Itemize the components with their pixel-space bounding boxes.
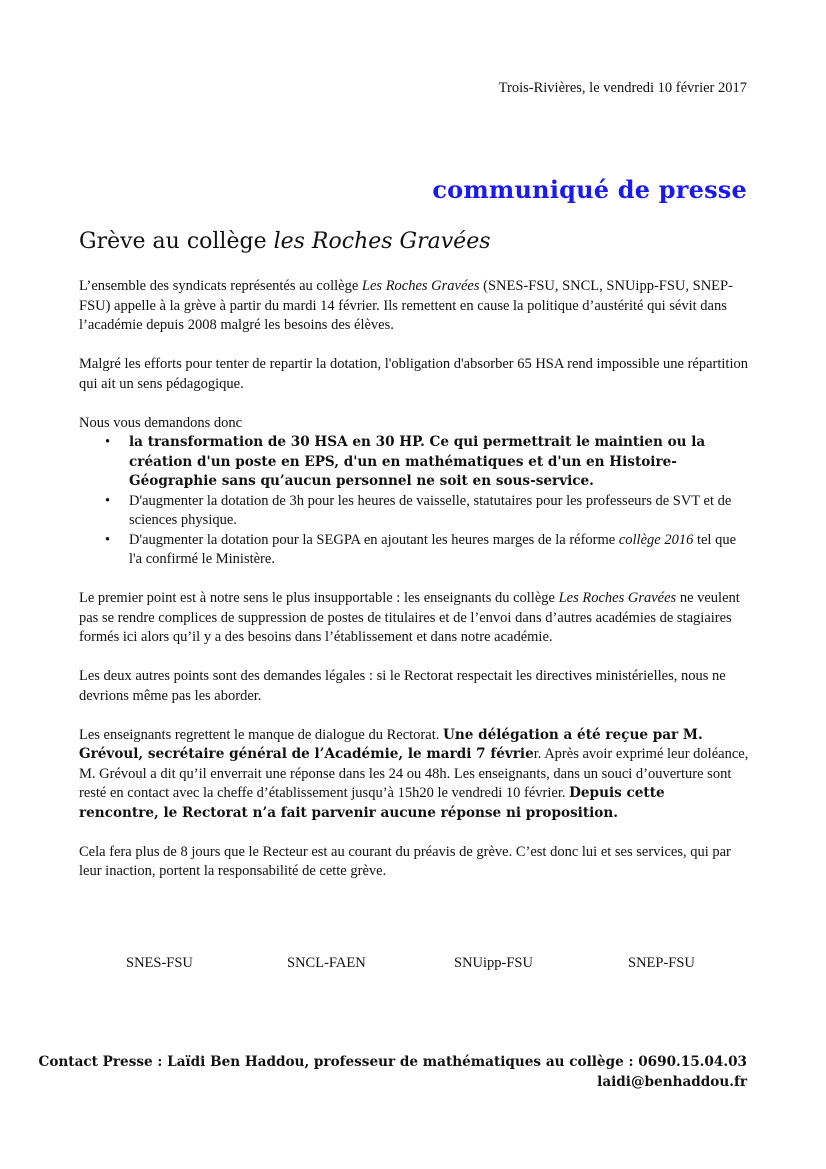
paragraph-dotation: Malgré les efforts pour tenter de repartir la dotation, l'obligation d'absorber 65 HSA rend impossible une répartition qui ait un sens pédagogique.	[79, 356, 748, 392]
demands-intro: Nous vous demandons donc	[79, 414, 243, 431]
text-run: (SNES-FSU, SNCL, SNUipp-FSU, SNEP-FSU) appelle à la grève à partir du mardi 14 février. Ils remettent en cause la politique d’austérité qui sévit dans l’académie depuis 2008 malgré les besoins des élèves.	[79, 278, 733, 333]
title-prefix: Grève au collège	[79, 229, 274, 254]
text-run: L’ensemble des syndicats représentés au collège	[79, 278, 362, 294]
bold-text-run: Depuis cette rencontre, le Rectorat n’a fait parvenir aucune réponse ni proposition.	[79, 785, 665, 821]
signatory-sncl-faen: SNCL-FAEN	[287, 955, 366, 971]
paragraph-legal-points: Les deux autres points sont des demandes légales : si le Rectorat respectait les directives ministérielles, nous ne devrions même pas les aborder.	[79, 668, 726, 704]
contact-line: Contact Presse : Laïdi Ben Haddou, professeur de mathématiques au collège : 0690.15.04.03	[38, 1054, 747, 1070]
demand-text: D'augmenter la dotation pour la SEGPA en ajoutant les heures marges de la réforme	[129, 531, 619, 548]
text-run: r. Après avoir exprimé leur doléance, M. Grévoul a dit qu’il enverrait une réponse dans les 24 ou 48h. Les enseignants, dans un souci d’ouverture sont resté en contact avec la cheffe d’établissement jusqu’à 15h20 le vendredi 10 février.	[79, 746, 749, 801]
document-date: Trois-Rivières, le vendredi 10 février 2017	[498, 80, 747, 96]
demand-text: la transformation de 30 HSA en 30 HP. Ce qui permettrait le maintien ou la création d'un poste en EPS, d'un en mathématiques et d'un en Histoire-Géographie sans qu’aucun personnel ne soit en sous-service.	[129, 434, 706, 489]
paragraph-conclusion: Cela fera plus de 8 jours que le Recteur est au courant du préavis de grève. C’est donc lui et ses services, qui par leur inaction, portent la responsabilité de cette grève.	[79, 843, 731, 879]
paragraph-intro	[79, 277, 749, 336]
document-title	[79, 229, 491, 254]
demand-text: D'augmenter la dotation de 3h pour les heures de vaisselle, statutaires pour les professeurs de SVT et de sciences physique.	[129, 492, 732, 528]
text-run: Les enseignants regrettent le manque de dialogue du Rectorat.	[79, 726, 443, 743]
signatory-snes-fsu: SNES-FSU	[126, 955, 193, 971]
text-run: ne veulent pas se rendre complices de suppression de postes de titulaires et de l’envoi dans d’autres académies de stagiaires formés ici alors qu’il y a des besoins dans l’établissement et dans notre académie.	[79, 590, 740, 645]
paragraph-dialogue	[79, 726, 749, 824]
paragraph-first-point	[79, 589, 749, 648]
press-contact	[39, 1053, 747, 1092]
text-run: Le premier point est à notre sens le plus insupportable : les enseignants du collège	[79, 590, 559, 606]
press-release-label: communiqué de presse	[432, 175, 747, 204]
reform-name: collège 2016	[618, 531, 694, 548]
demands-list	[79, 433, 749, 570]
document-body	[79, 277, 749, 901]
demand-item-1	[129, 433, 749, 492]
school-name: Les Roches Gravées	[558, 590, 677, 606]
title-school-name: les Roches Gravées	[273, 229, 491, 254]
demand-item-2	[129, 492, 749, 531]
school-name: Les Roches Gravées	[361, 278, 480, 294]
bold-text-run: Une délégation a été reçue par M. Grévoul, secrétaire général de l’Académie, le mardi 7 févrie	[79, 726, 703, 762]
signatory-snep-fsu: SNEP-FSU	[628, 955, 695, 971]
demand-item-3	[129, 531, 749, 570]
signatory-snuipp-fsu: SNUipp-FSU	[454, 955, 533, 971]
demand-text: tel que l'a confirmé le Ministère.	[129, 531, 737, 567]
contact-email[interactable]: laidi@benhaddou.fr	[597, 1073, 747, 1090]
